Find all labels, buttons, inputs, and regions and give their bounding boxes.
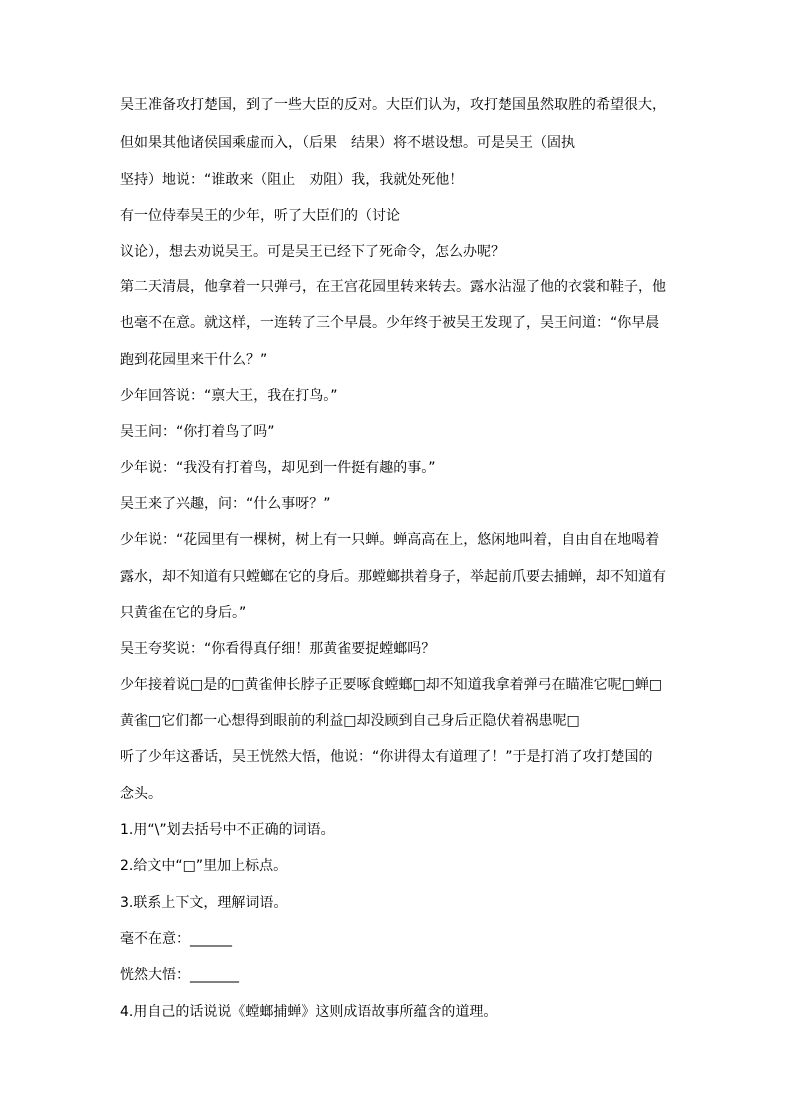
answer-blank-line: 毫不在意：______ — [120, 931, 232, 947]
dialogue-line: 吴王来了兴趣，问：“什么事呀？” — [120, 496, 331, 512]
passage-line: 也毫不在意。就这样，一连转了三个早晨。少年终于被吴王发现了，吴王问道：“你早晨 — [120, 315, 660, 331]
passage-line: 坚持）地说：“谁敢来（阻止 劝阻）我，我就处死他！ — [120, 172, 464, 188]
dialogue-line: 露水，却不知道有只螳螂在它的身后。那螳螂拱着身子，举起前爪要去捕蝉，却不知道有 — [120, 569, 666, 585]
dialogue-line: 只黄雀在它的身后。” — [120, 605, 247, 621]
dialogue-line: 少年说：“花园里有一棵树，树上有一只蝉。蝉高高在上，悠闲地叫着，自由自在地喝着 — [120, 532, 660, 548]
punctuation-exercise-line: 少年接着说□是的□黄雀伸长脖子正要啄食螳螂□却不知道我拿着弹弓在瞄准它呢□蝉□ — [120, 677, 663, 693]
question-1: 1.用“\”划去括号中不正确的词语。 — [120, 822, 335, 838]
passage-line: 第二天清晨，他拿着一只弹弓，在王宫花园里转来转去。露水沾湿了他的衣裳和鞋子，他 — [120, 279, 666, 295]
passage-line: 议论），想去劝说吴王。可是吴王已经下了死命令，怎么办呢？ — [120, 244, 505, 260]
passage-line: 吴王准备攻打楚国，到了一些大臣的反对。大臣们认为，攻打楚国虽然取胜的希望很大， — [120, 97, 666, 113]
question-4: 4.用自己的话说说《螳螂捕蝉》这则成语故事所蕴含的道理。 — [120, 1004, 498, 1020]
passage-line: 但如果其他诸侯国乘虚而入，（后果 结果）将不堪设想。可是吴王（固执 — [120, 135, 575, 151]
passage-line: 念头。 — [120, 786, 162, 802]
passage-line: 有一位侍奉吴王的少年，听了大臣们的（讨论 — [120, 208, 400, 224]
dialogue-line: 吴王夸奖说：“你看得真仔细！那黄雀要捉螳螂吗？ — [120, 641, 436, 657]
dialogue-line: 少年回答说：“禀大王，我在打鸟。” — [120, 388, 338, 404]
question-3: 3.联系上下文，理解词语。 — [120, 895, 288, 911]
passage-line: 听了少年这番话，吴王恍然大悟，他说：“你讲得太有道理了！”于是打消了攻打楚国的 — [120, 749, 653, 765]
dialogue-line: 吴王问：“你打着鸟了吗” — [120, 424, 275, 440]
dialogue-line: 少年说：“我没有打着鸟，却见到一件挺有趣的事。” — [120, 460, 436, 476]
answer-blank-line: 恍然大悟：_______ — [120, 967, 239, 983]
punctuation-exercise-line: 黄雀□它们都一心想得到眼前的利益□却没顾到自己身后正隐伏着祸患呢□ — [120, 713, 580, 729]
passage-line: 跑到花园里来干什么？” — [120, 352, 268, 368]
question-2: 2.给文中“□”里加上标点。 — [120, 858, 288, 874]
